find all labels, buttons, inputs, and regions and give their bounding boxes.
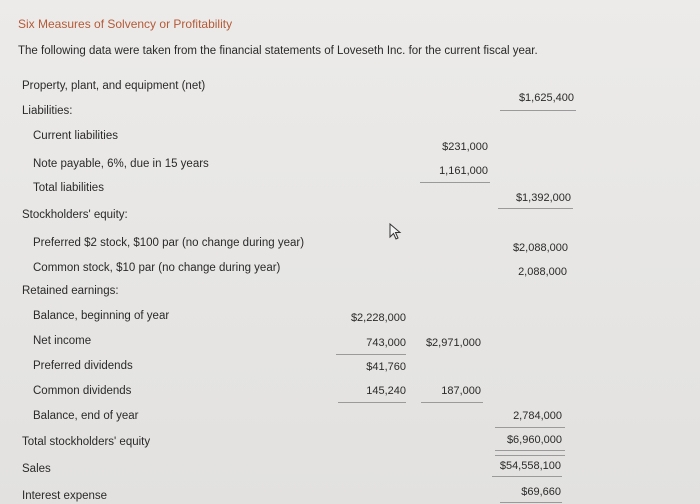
value-total-liabilities: $1,392,000 [515,192,571,204]
label-current-liabilities: Current liabilities [33,130,119,142]
value-net-income: 743,000 [366,337,406,349]
value-interest-expense: $69,660 [521,486,561,498]
label-interest-expense: Interest expense [22,490,108,502]
underline-total-liabilities [498,208,573,209]
value-current-liabilities: $231,000 [442,141,488,153]
value-note-payable: 1,161,000 [439,165,488,177]
underline-total-dividends [421,402,483,403]
label-ppe: Property, plant, and equipment (net) [22,80,206,92]
label-net-income: Net income [33,335,92,347]
underline-balance-end [495,427,565,428]
value-common-dividends: 145,240 [366,385,406,397]
value-balance-beginning: $2,228,000 [350,312,406,324]
value-ppe: $1,625,400 [518,92,574,104]
value-sales: $54,558,100 [499,460,561,472]
problem-title: Six Measures of Solvency or Profitability [18,17,233,31]
value-preferred-dividends: $41,760 [366,361,406,373]
value-common-stock: 2,088,000 [518,266,567,278]
label-common-stock: Common stock, $10 par (no change during year) [33,262,281,274]
label-preferred-dividends: Preferred dividends [33,360,133,372]
label-note-payable: Note payable, 6%, due in 15 years [33,158,209,170]
underline-ppe [500,110,576,111]
label-balance-end: Balance, end of year [33,410,139,422]
value-net-income-subtotal: $2,971,000 [425,337,481,349]
label-total-stockholders-equity: Total stockholders' equity [22,436,151,448]
value-preferred-stock: $2,088,000 [512,242,568,254]
double-underline-total-equity [495,450,565,456]
underline-common-dividends [338,402,406,403]
label-stockholders-equity: Stockholders' equity: [22,209,128,221]
value-total-dividends: 187,000 [441,385,481,397]
label-balance-beginning: Balance, beginning of year [33,310,170,322]
label-total-liabilities: Total liabilities [33,182,104,194]
value-balance-end: 2,784,000 [513,410,562,422]
underline-net-income [336,354,406,355]
label-sales: Sales [22,463,51,475]
label-liabilities: Liabilities: [22,105,73,117]
label-retained-earnings: Retained earnings: [22,285,119,297]
underline-interest-expense [500,502,562,503]
underline-sales [492,476,562,477]
value-total-stockholders-equity: $6,960,000 [506,434,562,446]
underline-note-payable [420,182,490,183]
label-common-dividends: Common dividends [33,385,132,397]
label-preferred-stock: Preferred $2 stock, $100 par (no change during year) [33,237,305,249]
problem-intro: The following data were taken from the financial statements of Loveseth Inc. for the current fiscal year. [18,45,538,57]
mouse-pointer-icon [389,223,403,241]
